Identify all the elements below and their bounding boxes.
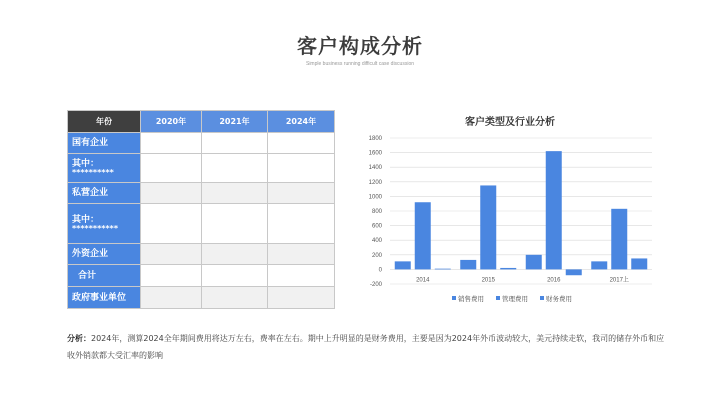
table-cell[interactable] [268, 154, 335, 183]
analysis-label: 分析： [67, 334, 91, 343]
legend-label: 财务费用 [546, 295, 572, 303]
bar [566, 269, 582, 275]
expense-chart [360, 110, 660, 310]
table-cell[interactable] [268, 265, 335, 287]
y-tick-label: 800 [371, 209, 382, 215]
table-cell[interactable] [202, 154, 268, 183]
bar [460, 260, 476, 269]
table-cell[interactable] [202, 244, 268, 265]
y-tick-label: 0 [378, 267, 382, 274]
bar [591, 261, 607, 269]
table-cell[interactable] [141, 154, 202, 183]
table-cell[interactable] [202, 133, 268, 154]
x-tick-label: 2015 [481, 277, 495, 284]
bar [415, 202, 431, 269]
bar [546, 151, 562, 269]
x-tick-label: 2016 [547, 277, 561, 284]
table-cell[interactable] [202, 204, 268, 244]
table-cell[interactable] [202, 287, 268, 309]
row-label-government: 政府事业单位 [68, 287, 141, 309]
header-2020: 2020年 [141, 111, 202, 133]
y-tick-label: 400 [371, 238, 382, 245]
row-label-of-which-2: 其中： *********** [68, 204, 141, 244]
y-tick-label: 1600 [368, 150, 382, 157]
table-cell[interactable] [141, 183, 202, 204]
chart-svg [360, 110, 660, 310]
table-cell[interactable] [268, 183, 335, 204]
row-label-of-which-1: 其中： ********** [68, 154, 141, 183]
header-2021: 2021年 [202, 111, 268, 133]
table-cell[interactable] [141, 287, 202, 309]
y-tick-label: 600 [371, 223, 382, 230]
table-cell[interactable] [202, 183, 268, 204]
table-cell[interactable] [141, 133, 202, 154]
row-label-foreign: 外资企业 [68, 244, 141, 265]
table-cell[interactable] [268, 287, 335, 309]
bar [395, 261, 411, 269]
row-label-total: 合计 [68, 265, 141, 287]
table-cell[interactable] [268, 133, 335, 154]
legend-swatch [540, 296, 544, 300]
table-cell[interactable] [268, 244, 335, 265]
header-year: 年份 [68, 111, 141, 133]
analysis-paragraph [67, 330, 667, 364]
y-tick-label: 1400 [368, 165, 382, 172]
table-cell[interactable] [268, 204, 335, 244]
legend-label: 销售费用 [458, 295, 484, 303]
table-cell[interactable] [141, 244, 202, 265]
y-tick-label: -200 [369, 282, 382, 288]
analysis-text: 2024年，测算2024全年期间费用将达万左右，费率在左右。期中上升明显的是财务费用，主要是因为2024年外币波动较大，美元持续走软，我司的储存外币和应收外销款都大受汇率的影响 [67, 334, 665, 360]
x-tick-label: 2017上 [609, 277, 629, 284]
y-tick-label: 1000 [368, 194, 382, 201]
page-subtitle: Simple business running difficult case discussion [305, 61, 415, 67]
y-tick-label: 200 [371, 252, 382, 259]
header-2024: 2024年 [268, 111, 335, 133]
table-cell[interactable] [202, 265, 268, 287]
table-cell[interactable] [141, 204, 202, 244]
legend-swatch [496, 296, 500, 300]
x-tick-label: 2014 [416, 277, 430, 284]
bar [631, 258, 647, 269]
legend-label: 管理费用 [502, 295, 528, 303]
y-tick-label: 1200 [368, 179, 382, 186]
legend-swatch [452, 296, 456, 300]
row-label-state-owned: 国有企业 [68, 133, 141, 154]
bar [611, 209, 627, 270]
table-cell[interactable] [141, 265, 202, 287]
bar [500, 268, 516, 269]
bar [526, 255, 542, 270]
page-title: 客户构成分析 [297, 34, 423, 58]
row-label-private: 私营企业 [68, 183, 141, 204]
y-tick-label: 1800 [368, 136, 382, 142]
chart-title: 客户类型及行业分析 [465, 117, 555, 128]
customer-table [67, 110, 335, 309]
bar [480, 185, 496, 269]
bar [435, 269, 451, 270]
